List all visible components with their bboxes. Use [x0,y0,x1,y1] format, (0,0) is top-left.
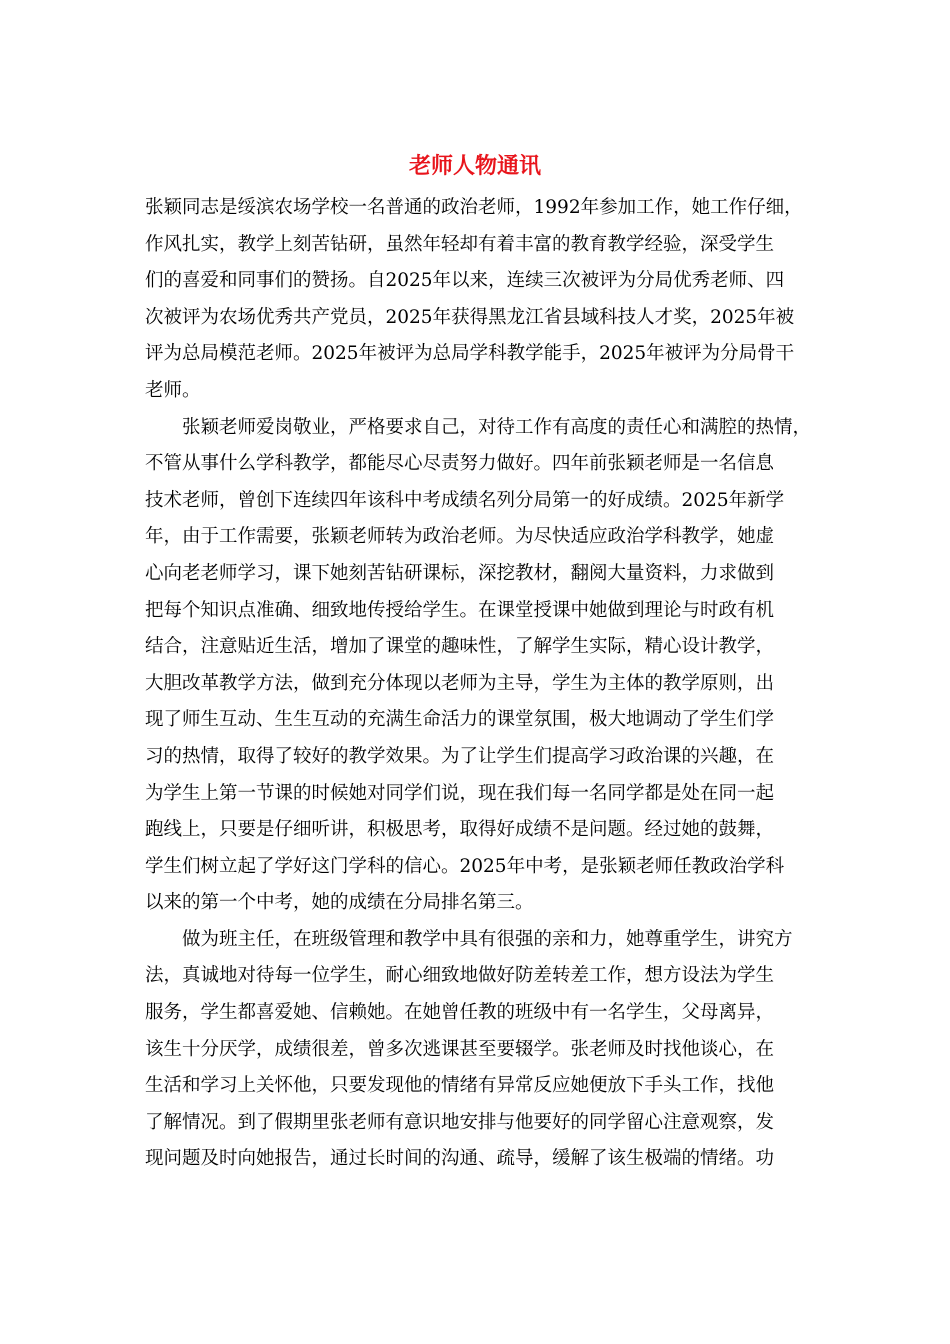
text-line: 把每个知识点准确、细致地传授给学生。在课堂授课中她做到理论与时政有机 [145,599,775,621]
text-line: 们的喜爱和同事们的赞扬。自2025年以来，连续三次被评为分局优秀老师、四 [145,270,785,292]
text-line: 以来的第一个中考，她的成绩在分局排名第三。 [145,892,534,914]
document-body [145,190,825,1178]
text-line: 年，由于工作需要，张颖老师转为政治老师。为尽快适应政治学科教学，她虚 [145,526,775,548]
text-line: 现了师生互动、生生互动的充满生命活力的课堂氛围，极大地调动了学生们学 [145,709,775,731]
text-line: 老师。 [145,379,201,401]
text-line: 大胆改革教学方法，做到充分体现以老师为主导，学生为主体的教学原则，出 [145,672,775,694]
text-line: 该生十分厌学，成绩很差，曾多次逃课甚至要辍学。张老师及时找他谈心，在 [145,1038,775,1060]
text-line: 张颖同志是绥滨农场学校一名普通的政治老师，1992年参加工作，她工作仔细， [145,197,803,218]
text-line: 不管从事什么学科教学，都能尽心尽责努力做好。四年前张颖老师是一名信息 [145,453,775,475]
text-line: 作风扎实，教学上刻苦钻研，虽然年轻却有着丰富的教育教学经验，深受学生 [145,233,775,255]
text-line: 做为班主任，在班级管理和教学中具有很强的亲和力，她尊重学生，讲究方 [145,928,793,950]
text-line: 现问题及时向她报告，通过长时间的沟通、疏导，缓解了该生极端的情绪。功 [145,1148,775,1170]
text-line: 技术老师，曾创下连续四年该科中考成绩名列分局第一的好成绩。2025年新学 [145,489,785,511]
text-line: 学生们树立起了学好这门学科的信心。2025年中考，是张颖老师任教政治学科 [145,855,785,877]
document-title: 老师人物通讯 [408,153,541,179]
text-line: 张颖老师爱岗敬业，严格要求自己，对待工作有高度的责任心和满腔的热情， [145,416,812,438]
text-line: 了解情况。到了假期里张老师有意识地安排与他要好的同学留心注意观察，发 [145,1111,775,1133]
text-line: 次被评为农场优秀共产党员，2025年获得黑龙江省县域科技人才奖，2025年被 [145,306,795,328]
text-line: 生活和学习上关怀他，只要发现他的情绪有异常反应她便放下手头工作，找他 [145,1075,775,1097]
text-line: 跑线上，只要是仔细听讲，积极思考，取得好成绩不是问题。经过她的鼓舞， [145,819,775,841]
text-line: 评为总局模范老师。2025年被评为总局学科教学能手，2025年被评为分局骨干 [145,343,795,365]
text-line: 结合，注意贴近生活，增加了课堂的趣味性，了解学生实际，精心设计教学， [145,636,775,658]
text-line: 心向老老师学习，课下她刻苦钻研课标，深挖教材，翻阅大量资料，力求做到 [145,562,775,584]
text-line: 习的热情，取得了较好的教学效果。为了让学生们提高学习政治课的兴趣，在 [145,745,775,767]
text-line: 法，真诚地对待每一位学生，耐心细致地做好防差转差工作，想方设法为学生 [145,965,775,987]
text-line: 为学生上第一节课的时候她对同学们说，现在我们每一名同学都是处在同一起 [145,782,775,804]
text-line: 服务，学生都喜爱她、信赖她。在她曾任教的班级中有一名学生，父母离异， [145,1002,775,1024]
